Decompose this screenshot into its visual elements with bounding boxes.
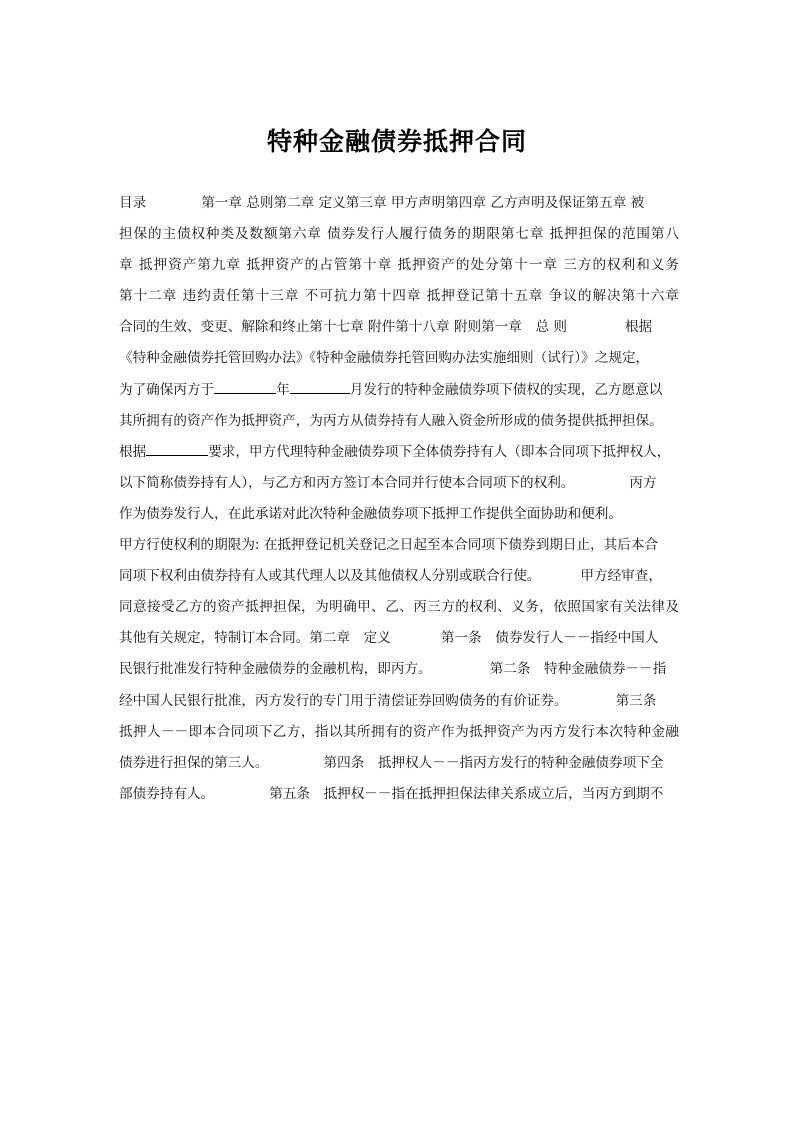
text-line xyxy=(119,717,679,748)
text-line xyxy=(119,250,679,281)
text-line xyxy=(119,375,679,406)
text-line xyxy=(119,281,679,312)
page-title: 特种金融债券抵押合同 xyxy=(266,127,527,156)
text-segment: 第十二章 违约责任第十三章 不可抗力第十四章 抵押登记第十五章 争议的解决第十六章 xyxy=(119,288,679,305)
text-segment: 第三条 xyxy=(615,692,657,709)
text-segment: 甲方行使权利的期限为: 在抵押登记机关登记之日起至本合同项下债券到期日止，其后本合 xyxy=(119,537,659,554)
text-segment: 月发行的特种金融债券项下债权的实现，乙方愿意以 xyxy=(349,381,663,398)
text-segment: 经中国人民银行批准，丙方发行的专门用于清偿证券回购债务的有价证券。 xyxy=(119,692,568,709)
text-segment: 第五条 抵押权－－指在抵押担保法律关系成立后，当丙方到期不 xyxy=(269,785,664,802)
text-line xyxy=(119,437,679,468)
text-segment: 为了确保丙方于 xyxy=(119,381,215,398)
text-segment: 同意接受乙方的资产抵押担保，为明确甲、乙、丙三方的权利、义务，依照国家有关法律及 xyxy=(119,599,679,616)
text-segment: 债券进行担保的第三人。 xyxy=(119,754,269,771)
text-segment: 章 抵押资产第九章 抵押资产的占管第十章 抵押资产的处分第十一章 三方的权利和义务 xyxy=(119,257,679,274)
text-segment: 其所拥有的资产作为抵押资产，为丙方从债券持有人融入资金所形成的债务提供抵押担保。 xyxy=(119,412,663,429)
text-line xyxy=(119,686,679,717)
fill-in-blank xyxy=(214,379,276,394)
text-line xyxy=(119,530,679,561)
text-line xyxy=(119,406,679,437)
text-segment: 其他有关规定，特制订本合同。第二章 定义 xyxy=(119,630,391,647)
text-segment: 丙方 xyxy=(629,474,657,491)
text-segment: 第二条 特种金融债券－－指 xyxy=(489,661,667,678)
text-line xyxy=(119,188,679,219)
text-line xyxy=(119,561,679,592)
text-segment: 根据 xyxy=(624,319,653,336)
text-line xyxy=(119,468,679,499)
text-segment: 同项下权利由债券持有人或其代理人以及其他债权人分别或联合行使。 xyxy=(119,568,541,585)
text-line xyxy=(119,499,679,530)
text-segment: 担保的主债权种类及数额第六章 债券发行人履行债务的期限第七章 抵押担保的范围第八 xyxy=(119,226,679,243)
text-line xyxy=(119,312,679,343)
text-segment: 要求，甲方代理特种金融债券项下全体债券持有人（即本合同项下抵押权人， xyxy=(208,443,671,460)
text-segment: 作为债券发行人，在此承诺对此次特种金融债券项下抵押工作提供全面协助和便利。 xyxy=(119,505,622,522)
text-segment: 根据 xyxy=(119,443,147,460)
text-line xyxy=(119,748,679,779)
text-segment: 第一章 总则第二章 定义第三章 甲方声明第四章 乙方声明及保证第五章 被 xyxy=(201,195,645,211)
text-segment: 部债券持有人。 xyxy=(119,785,215,802)
text-segment: 年 xyxy=(276,381,290,398)
text-segment: 第四条 抵押权人－－指丙方发行的特种金融债券项下全 xyxy=(323,754,664,771)
text-line xyxy=(119,623,679,654)
toc-label: 目录 xyxy=(119,195,147,211)
text-line xyxy=(119,343,679,374)
text-line xyxy=(119,592,679,623)
text-segment: 抵押人－－即本合同项下乙方，指以其所拥有的资产作为抵押资产为丙方发行本次特种金融 xyxy=(119,723,679,740)
text-segment: 第一条 债券发行人－－指经中国人 xyxy=(440,630,659,647)
text-segment: 《特种金融债券托管回购办法》《特种金融债券托管回购办法实施细则（试行）》之规定， xyxy=(119,350,650,367)
text-line xyxy=(119,654,679,685)
fill-in-blank xyxy=(146,441,208,456)
text-line xyxy=(119,219,679,250)
contract-body xyxy=(119,188,679,810)
text-segment: 民银行批准发行特种金融债券的金融机构，即丙方。 xyxy=(119,661,432,678)
text-segment: 甲方经审查， xyxy=(580,568,662,585)
text-segment: 合同的生效、变更、解除和终止第十七章 附件第十八章 附则第一章 总 则 xyxy=(119,319,567,336)
fill-in-blank xyxy=(290,379,350,394)
text-line xyxy=(119,779,679,810)
text-segment: 以下简称债券持有人），与乙方和丙方签订本合同并行使本合同项下的权利。 xyxy=(119,474,575,491)
